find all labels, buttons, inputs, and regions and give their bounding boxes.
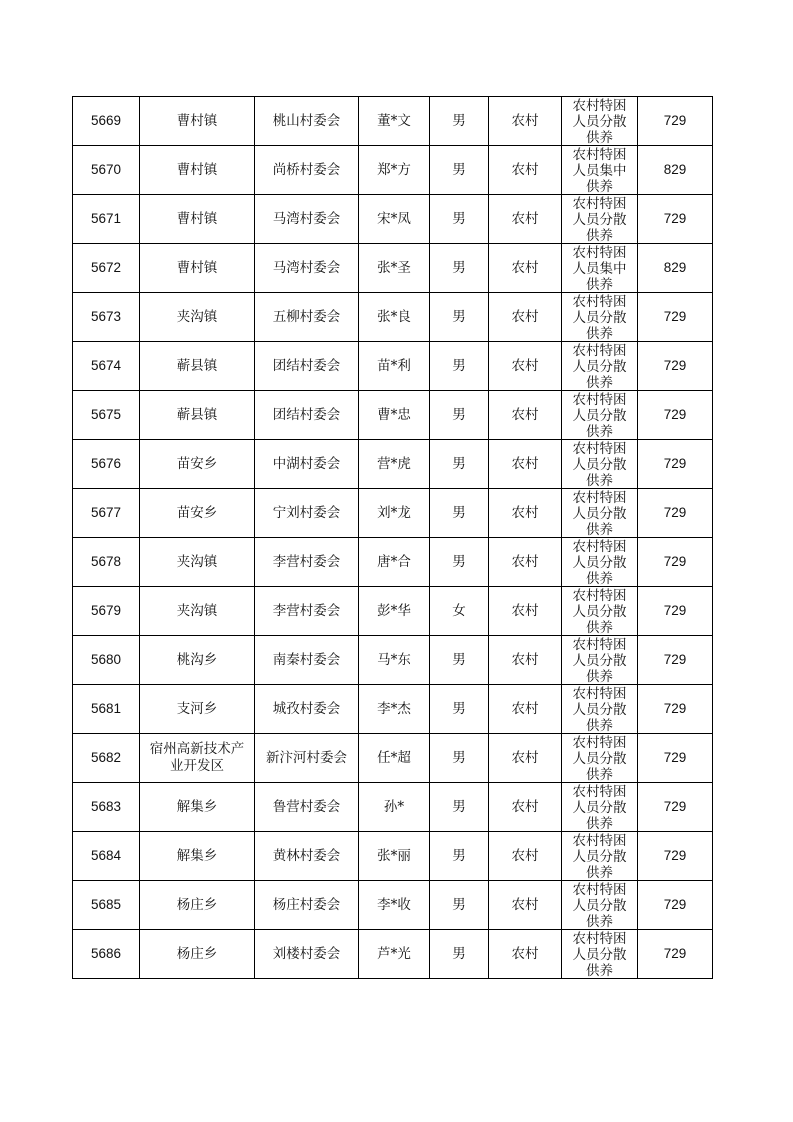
cell-gender: 男 <box>430 97 489 146</box>
type-text: 农村特困人员分散供养 <box>572 784 627 831</box>
cell-id: 5675 <box>73 391 140 440</box>
cell-town <box>140 146 255 195</box>
type-text: 农村特困人员集中供养 <box>572 147 627 194</box>
cell-area: 农村 <box>489 881 562 930</box>
cell-town <box>140 930 255 979</box>
cell-gender: 男 <box>430 930 489 979</box>
type-text-clip <box>562 783 637 831</box>
cell-name: 李*杰 <box>359 685 430 734</box>
table-row <box>73 489 713 538</box>
cell-gender: 男 <box>430 685 489 734</box>
town-text: 杨庄乡 <box>176 945 218 962</box>
cell-type <box>562 783 638 832</box>
cell-type <box>562 881 638 930</box>
cell-amount: 729 <box>638 685 713 734</box>
town-text: 解集乡 <box>176 798 218 815</box>
cell-id: 5670 <box>73 146 140 195</box>
cell-id: 5679 <box>73 587 140 636</box>
cell-area: 农村 <box>489 685 562 734</box>
table-row <box>73 587 713 636</box>
type-text-clip <box>562 587 637 635</box>
cell-type <box>562 391 638 440</box>
cell-name: 彭*华 <box>359 587 430 636</box>
table-row <box>73 881 713 930</box>
type-text: 农村特困人员分散供养 <box>572 490 627 537</box>
type-text: 农村特困人员分散供养 <box>572 588 627 635</box>
cell-type <box>562 832 638 881</box>
cell-gender: 男 <box>430 293 489 342</box>
type-text: 农村特困人员集中供养 <box>572 245 627 292</box>
table-row <box>73 342 713 391</box>
table-row <box>73 685 713 734</box>
cell-town <box>140 244 255 293</box>
cell-gender: 男 <box>430 244 489 293</box>
cell-area: 农村 <box>489 293 562 342</box>
cell-town <box>140 783 255 832</box>
town-text: 宿州高新技术产业开发区 <box>149 741 245 774</box>
table-row <box>73 930 713 979</box>
type-text: 农村特困人员分散供养 <box>572 882 627 929</box>
cell-name: 董*文 <box>359 97 430 146</box>
cell-town <box>140 685 255 734</box>
cell-village: 宁刘村委会 <box>255 489 359 538</box>
cell-area: 农村 <box>489 636 562 685</box>
cell-village: 团结村委会 <box>255 391 359 440</box>
cell-amount: 729 <box>638 97 713 146</box>
type-text-clip <box>562 881 637 929</box>
town-text: 曹村镇 <box>176 259 218 276</box>
cell-id: 5678 <box>73 538 140 587</box>
town-text: 桃沟乡 <box>176 651 218 668</box>
cell-gender: 女 <box>430 587 489 636</box>
records-table <box>72 96 713 979</box>
cell-gender: 男 <box>430 489 489 538</box>
town-text: 蕲县镇 <box>176 406 218 423</box>
cell-town <box>140 538 255 587</box>
cell-name: 马*东 <box>359 636 430 685</box>
cell-name: 宋*凤 <box>359 195 430 244</box>
cell-village: 城孜村委会 <box>255 685 359 734</box>
cell-area: 农村 <box>489 832 562 881</box>
cell-id: 5686 <box>73 930 140 979</box>
cell-village: 马湾村委会 <box>255 195 359 244</box>
table-row <box>73 391 713 440</box>
town-text: 杨庄乡 <box>176 896 218 913</box>
table-body <box>73 97 713 979</box>
cell-area: 农村 <box>489 97 562 146</box>
cell-amount: 729 <box>638 587 713 636</box>
town-text: 曹村镇 <box>176 112 218 129</box>
cell-gender: 男 <box>430 440 489 489</box>
cell-name: 任*超 <box>359 734 430 783</box>
cell-name: 营*虎 <box>359 440 430 489</box>
cell-area: 农村 <box>489 489 562 538</box>
cell-village: 南秦村委会 <box>255 636 359 685</box>
type-text-clip <box>562 538 637 586</box>
cell-name: 李*收 <box>359 881 430 930</box>
cell-gender: 男 <box>430 881 489 930</box>
type-text: 农村特困人员分散供养 <box>572 637 627 684</box>
cell-id: 5683 <box>73 783 140 832</box>
cell-name: 苗*利 <box>359 342 430 391</box>
cell-town <box>140 636 255 685</box>
type-text: 农村特困人员分散供养 <box>572 686 627 733</box>
cell-village: 杨庄村委会 <box>255 881 359 930</box>
town-text: 支河乡 <box>176 700 218 717</box>
type-text-clip <box>562 440 637 488</box>
town-text: 曹村镇 <box>176 161 218 178</box>
type-text: 农村特困人员分散供养 <box>572 98 627 145</box>
cell-village: 新汴河村委会 <box>255 734 359 783</box>
cell-village: 团结村委会 <box>255 342 359 391</box>
table-row <box>73 146 713 195</box>
cell-gender: 男 <box>430 538 489 587</box>
cell-village: 鲁营村委会 <box>255 783 359 832</box>
cell-amount: 729 <box>638 636 713 685</box>
table-row <box>73 734 713 783</box>
cell-id: 5685 <box>73 881 140 930</box>
cell-town <box>140 587 255 636</box>
type-text: 农村特困人员分散供养 <box>572 392 627 439</box>
cell-name: 郑*方 <box>359 146 430 195</box>
cell-type <box>562 636 638 685</box>
type-text: 农村特困人员分散供养 <box>572 833 627 880</box>
cell-id: 5676 <box>73 440 140 489</box>
type-text: 农村特困人员分散供养 <box>572 931 627 978</box>
cell-id: 5677 <box>73 489 140 538</box>
table-row <box>73 97 713 146</box>
cell-area: 农村 <box>489 244 562 293</box>
cell-amount: 729 <box>638 930 713 979</box>
town-text: 夹沟镇 <box>176 602 218 619</box>
cell-amount: 729 <box>638 489 713 538</box>
cell-amount: 729 <box>638 881 713 930</box>
cell-amount: 729 <box>638 783 713 832</box>
cell-gender: 男 <box>430 734 489 783</box>
cell-gender: 男 <box>430 391 489 440</box>
town-text: 曹村镇 <box>176 210 218 227</box>
type-text-clip <box>562 195 637 243</box>
type-text-clip <box>562 244 637 292</box>
cell-amount: 729 <box>638 195 713 244</box>
cell-amount: 729 <box>638 342 713 391</box>
cell-gender: 男 <box>430 146 489 195</box>
cell-town <box>140 489 255 538</box>
type-text-clip <box>562 734 637 782</box>
cell-type <box>562 538 638 587</box>
cell-id: 5672 <box>73 244 140 293</box>
cell-id: 5681 <box>73 685 140 734</box>
cell-id: 5680 <box>73 636 140 685</box>
cell-village: 刘楼村委会 <box>255 930 359 979</box>
type-text-clip <box>562 685 637 733</box>
cell-amount: 729 <box>638 293 713 342</box>
cell-type <box>562 930 638 979</box>
cell-gender: 男 <box>430 832 489 881</box>
cell-town <box>140 734 255 783</box>
cell-area: 农村 <box>489 146 562 195</box>
cell-amount: 729 <box>638 391 713 440</box>
cell-name: 孙* <box>359 783 430 832</box>
cell-gender: 男 <box>430 636 489 685</box>
cell-town <box>140 342 255 391</box>
cell-area: 农村 <box>489 391 562 440</box>
cell-type <box>562 97 638 146</box>
cell-town <box>140 195 255 244</box>
type-text-clip <box>562 930 637 978</box>
town-text: 苗安乡 <box>176 504 218 521</box>
cell-amount: 729 <box>638 734 713 783</box>
cell-village: 中湖村委会 <box>255 440 359 489</box>
type-text-clip <box>562 636 637 684</box>
cell-id: 5673 <box>73 293 140 342</box>
cell-id: 5684 <box>73 832 140 881</box>
type-text: 农村特困人员分散供养 <box>572 539 627 586</box>
cell-type <box>562 587 638 636</box>
cell-area: 农村 <box>489 342 562 391</box>
cell-name: 刘*龙 <box>359 489 430 538</box>
cell-amount: 829 <box>638 146 713 195</box>
town-text: 解集乡 <box>176 847 218 864</box>
cell-area: 农村 <box>489 587 562 636</box>
cell-type <box>562 195 638 244</box>
type-text-clip <box>562 342 637 390</box>
type-text-clip <box>562 293 637 341</box>
cell-name: 曹*忠 <box>359 391 430 440</box>
cell-area: 农村 <box>489 440 562 489</box>
cell-type <box>562 342 638 391</box>
cell-village: 五柳村委会 <box>255 293 359 342</box>
cell-gender: 男 <box>430 195 489 244</box>
cell-area: 农村 <box>489 734 562 783</box>
cell-type <box>562 146 638 195</box>
table-row <box>73 440 713 489</box>
cell-area: 农村 <box>489 783 562 832</box>
cell-name: 张*圣 <box>359 244 430 293</box>
type-text-clip <box>562 146 637 194</box>
type-text-clip <box>562 391 637 439</box>
type-text: 农村特困人员分散供养 <box>572 735 627 782</box>
cell-area: 农村 <box>489 930 562 979</box>
cell-village: 李营村委会 <box>255 538 359 587</box>
cell-town <box>140 293 255 342</box>
cell-area: 农村 <box>489 538 562 587</box>
cell-gender: 男 <box>430 342 489 391</box>
cell-village: 尚桥村委会 <box>255 146 359 195</box>
cell-village: 马湾村委会 <box>255 244 359 293</box>
cell-name: 张*良 <box>359 293 430 342</box>
cell-id: 5671 <box>73 195 140 244</box>
town-text: 夹沟镇 <box>176 308 218 325</box>
cell-amount: 829 <box>638 244 713 293</box>
cell-type <box>562 489 638 538</box>
type-text: 农村特困人员分散供养 <box>572 294 627 341</box>
cell-type <box>562 440 638 489</box>
table-row <box>73 832 713 881</box>
table-row <box>73 538 713 587</box>
cell-village: 黄林村委会 <box>255 832 359 881</box>
cell-amount: 729 <box>638 440 713 489</box>
table-row <box>73 293 713 342</box>
type-text-clip <box>562 832 637 880</box>
type-text-clip <box>562 97 637 145</box>
cell-town <box>140 832 255 881</box>
cell-type <box>562 244 638 293</box>
town-text: 蕲县镇 <box>176 357 218 374</box>
cell-id: 5669 <box>73 97 140 146</box>
cell-town <box>140 391 255 440</box>
cell-village: 桃山村委会 <box>255 97 359 146</box>
cell-town <box>140 881 255 930</box>
cell-town <box>140 440 255 489</box>
cell-name: 唐*合 <box>359 538 430 587</box>
cell-amount: 729 <box>638 538 713 587</box>
cell-type <box>562 685 638 734</box>
town-text: 苗安乡 <box>176 455 218 472</box>
town-text: 夹沟镇 <box>176 553 218 570</box>
cell-id: 5682 <box>73 734 140 783</box>
type-text: 农村特困人员分散供养 <box>572 441 627 488</box>
cell-name: 张*丽 <box>359 832 430 881</box>
table-row <box>73 195 713 244</box>
cell-type <box>562 734 638 783</box>
cell-town <box>140 97 255 146</box>
type-text: 农村特困人员分散供养 <box>572 196 627 243</box>
cell-amount: 729 <box>638 832 713 881</box>
table-row <box>73 783 713 832</box>
table-row <box>73 244 713 293</box>
cell-area: 农村 <box>489 195 562 244</box>
type-text-clip <box>562 489 637 537</box>
cell-gender: 男 <box>430 783 489 832</box>
table-row <box>73 636 713 685</box>
cell-type <box>562 293 638 342</box>
type-text: 农村特困人员分散供养 <box>572 343 627 390</box>
cell-village: 李营村委会 <box>255 587 359 636</box>
cell-name: 芦*光 <box>359 930 430 979</box>
cell-id: 5674 <box>73 342 140 391</box>
